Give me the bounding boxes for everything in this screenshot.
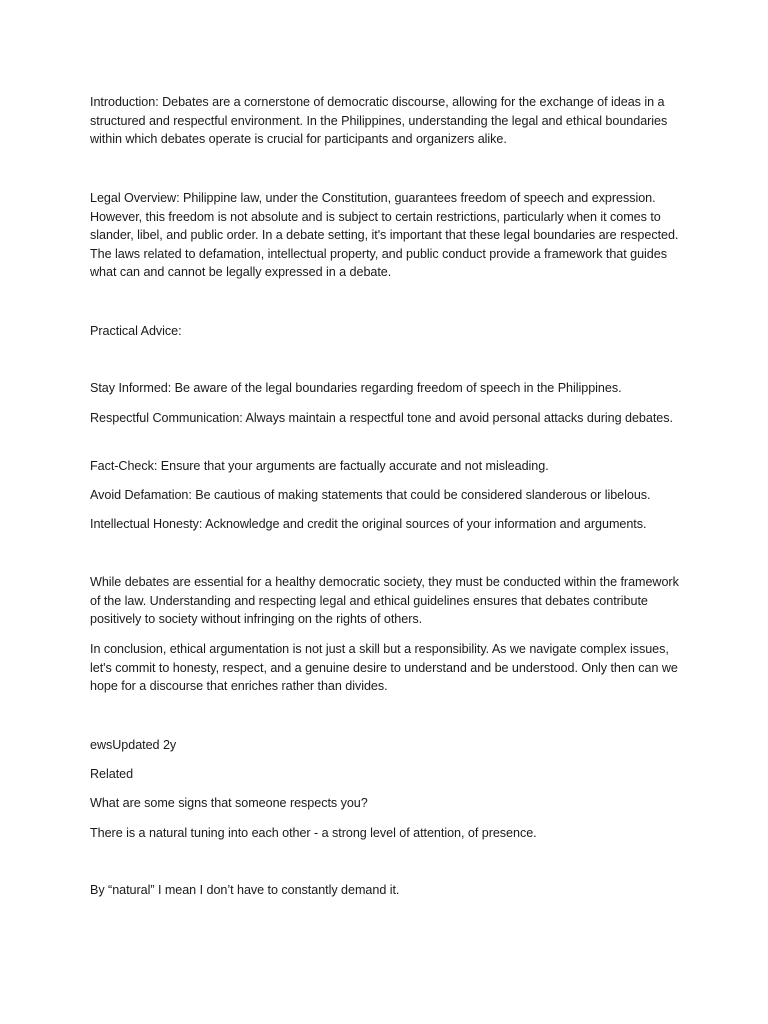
conclusion-paragraph: In conclusion, ethical argumentation is not just a skill but a responsibility. As we navigate complex issues, let's commit to honesty, respect, and a genuine desire to understand and be understood. Only then can we hope for a discourse that enriches rather than divides. bbox=[90, 642, 678, 694]
updated-label: ewsUpdated 2y bbox=[90, 738, 177, 752]
answer-paragraph-1: There is a natural tuning into each other - a strong level of attention, of presence. bbox=[90, 826, 537, 840]
advice-stay-informed: Stay Informed: Be aware of the legal boundaries regarding freedom of speech in the Philippines. bbox=[90, 381, 622, 395]
answer-paragraph-2: By “natural” I mean I don’t have to constantly demand it. bbox=[90, 883, 400, 897]
law-framework-paragraph: While debates are essential for a healthy democratic society, they must be conducted within the framework of the law. Understanding and respecting legal and ethical guidelines ensures that debates contribute positively to society without infringing on the rights of others. bbox=[90, 575, 679, 627]
advice-intellectual-honesty: Intellectual Honesty: Acknowledge and credit the original sources of your information and arguments. bbox=[90, 517, 647, 531]
related-heading: Related bbox=[90, 767, 134, 781]
intro-paragraph: Introduction: Debates are a cornerstone of democratic discourse, allowing for the exchange of ideas in a structured and respectful environment. In the Philippines, understanding the legal and ethical boundaries within which debates operate is crucial for participants and organizers alike. bbox=[90, 95, 668, 147]
legal-overview-paragraph: Legal Overview: Philippine law, under the Constitution, guarantees freedom of speech and expression. However, this freedom is not absolute and is subject to certain restrictions, particularly when it comes to slander, libel, and public order. In a debate setting, it's important that these legal boundaries are respected. The laws related to defamation, intellectual property, and public conduct provide a framework that guides what can and cannot be legally expressed in a debate. bbox=[90, 191, 679, 280]
advice-respectful-communication: Respectful Communication: Always maintain a respectful tone and avoid personal attacks during debates. bbox=[90, 411, 673, 425]
related-question: What are some signs that someone respects you? bbox=[90, 796, 368, 810]
advice-avoid-defamation: Avoid Defamation: Be cautious of making statements that could be considered slanderous or libelous. bbox=[90, 488, 651, 502]
practical-advice-heading: Practical Advice: bbox=[90, 324, 182, 338]
advice-fact-check: Fact-Check: Ensure that your arguments are factually accurate and not misleading. bbox=[90, 459, 549, 473]
